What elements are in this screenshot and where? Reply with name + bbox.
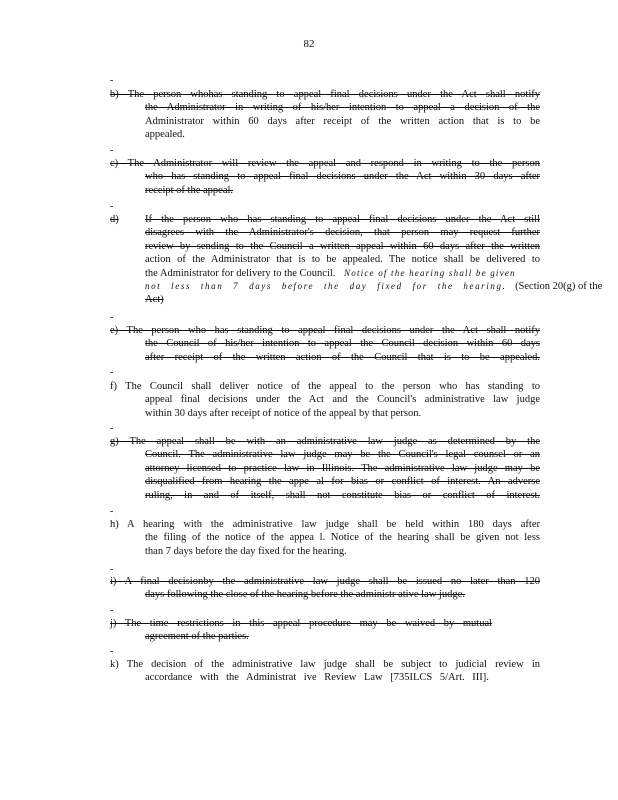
paragraph-line: who has standing to appeal final decisions under the Act within 30 days after: [145, 171, 540, 183]
paragraph-line: k) The decision of the administrative law judge shall be subject to judicial review in: [110, 659, 540, 670]
paragraph-line: accordance with the Administrat ive Review Law [735ILCS 5/Art. III].: [145, 672, 489, 684]
dash-marker: -: [110, 201, 114, 212]
paragraph-line: j) The time restrictions in this appeal procedure may be waived by mutual: [110, 618, 493, 629]
paragraph-e: [110, 324, 540, 364]
paragraph-c: [110, 157, 540, 197]
paragraph-line: e) The person who has standing to appeal final decisions under the Act shall notify: [110, 325, 540, 336]
dash-marker: -: [110, 564, 114, 575]
paragraph-line: Act): [145, 294, 164, 306]
paragraph-line: c) The Administrator will review the appeal and respond in writing to the person: [110, 158, 540, 169]
paragraph-line: ruling, in and of itself, shall not constitute bias or conflict of interest.: [145, 489, 540, 501]
dash-marker: -: [110, 646, 114, 657]
paragraph-g: [110, 435, 540, 502]
paragraph-line: Administrator within 60 days after receipt of the written action that is to be: [145, 115, 540, 127]
paragraph-line: attorney licensed to practice law in Illinois. The administrative law judge may be: [145, 462, 540, 474]
paragraph-line: the Council of his/her intention to appeal the Council decision within 60 days: [145, 338, 540, 350]
paragraph-line: b) The person whohas standing to appeal final decisions under the Act shall notify: [110, 89, 540, 100]
paragraph-line: appealed.: [145, 129, 185, 141]
paragraph-line: the filing of the notice of the appea l. Notice of the hearing shall be given not less: [145, 532, 540, 544]
paragraph-line: Council. The administrative law judge may be the Council's legal counsel or an: [145, 449, 540, 461]
paragraph-line: h) A hearing with the administrative law judge shall be held within 180 days after: [110, 519, 540, 530]
italic-quote: not less than 7 days before the day fixed for the hearing.: [145, 281, 507, 292]
paragraph-line: within 30 days after receipt of notice of the appeal by that person.: [145, 407, 422, 419]
dash-marker: -: [110, 506, 114, 517]
paragraph-i: [110, 575, 540, 602]
paragraph-line: the Administrator in writing of his/her intention to appeal a decision of the: [145, 102, 540, 114]
paragraph-line: disqualified from hearing the appe al for bias or conflict of interest. An adverse: [145, 476, 540, 488]
italic-quote: Notice of the hearing shall be given: [344, 267, 516, 278]
dash-marker: -: [110, 423, 114, 434]
paragraph-line: appeal final decisions under the Act and the Council's administrative law judge: [145, 394, 540, 406]
page-number: 82: [303, 38, 315, 50]
paragraph-line: after receipt of the written action of the Council that is to be appealed.: [145, 351, 540, 363]
dash-marker: -: [110, 312, 114, 323]
paragraph-line: action of the Administrator that is to be appealed. The notice shall be delivered to: [145, 254, 540, 266]
paragraph-k: [110, 658, 540, 685]
paragraph-line: disagrees with the Administrator's decision, that person may request further: [145, 227, 540, 239]
paragraph-letter: d): [110, 214, 119, 225]
paragraph-line: f) The Council shall deliver notice of the appeal to the person who has standing to: [110, 381, 540, 392]
paragraph-line: i) A final decisionby the administrative law judge shall be issued no later than 120: [110, 576, 540, 587]
paragraph-line: If the person who has standing to appeal final decisions under the Act still: [145, 214, 540, 225]
section-reference: (Section 20(g) of the: [515, 281, 603, 293]
paragraph-line: agreement of the parties.: [145, 631, 249, 643]
paragraph-h: [110, 518, 540, 558]
paragraph-line: than 7 days before the day fixed for the hearing.: [145, 545, 347, 557]
dash-marker: -: [110, 367, 114, 378]
paragraph-b: [110, 88, 540, 142]
paragraph-line: the Administrator for delivery to the Council.: [145, 267, 336, 279]
dash-marker: -: [110, 605, 114, 616]
paragraph-line: receipt of the appeal.: [145, 184, 234, 196]
dash-marker: -: [110, 75, 114, 86]
paragraph-d: [110, 213, 603, 307]
paragraph-j: [110, 617, 540, 644]
paragraph-f: [110, 380, 540, 420]
paragraph-line: days following the close of the hearing before the administr ative law judge.: [145, 589, 465, 601]
dash-marker: -: [110, 145, 114, 156]
paragraph-line: g) The appeal shall be with an administrative law judge as determined by the: [110, 436, 540, 447]
paragraph-line: review by sending to the Council a written appeal within 60 days after the written: [145, 240, 540, 252]
